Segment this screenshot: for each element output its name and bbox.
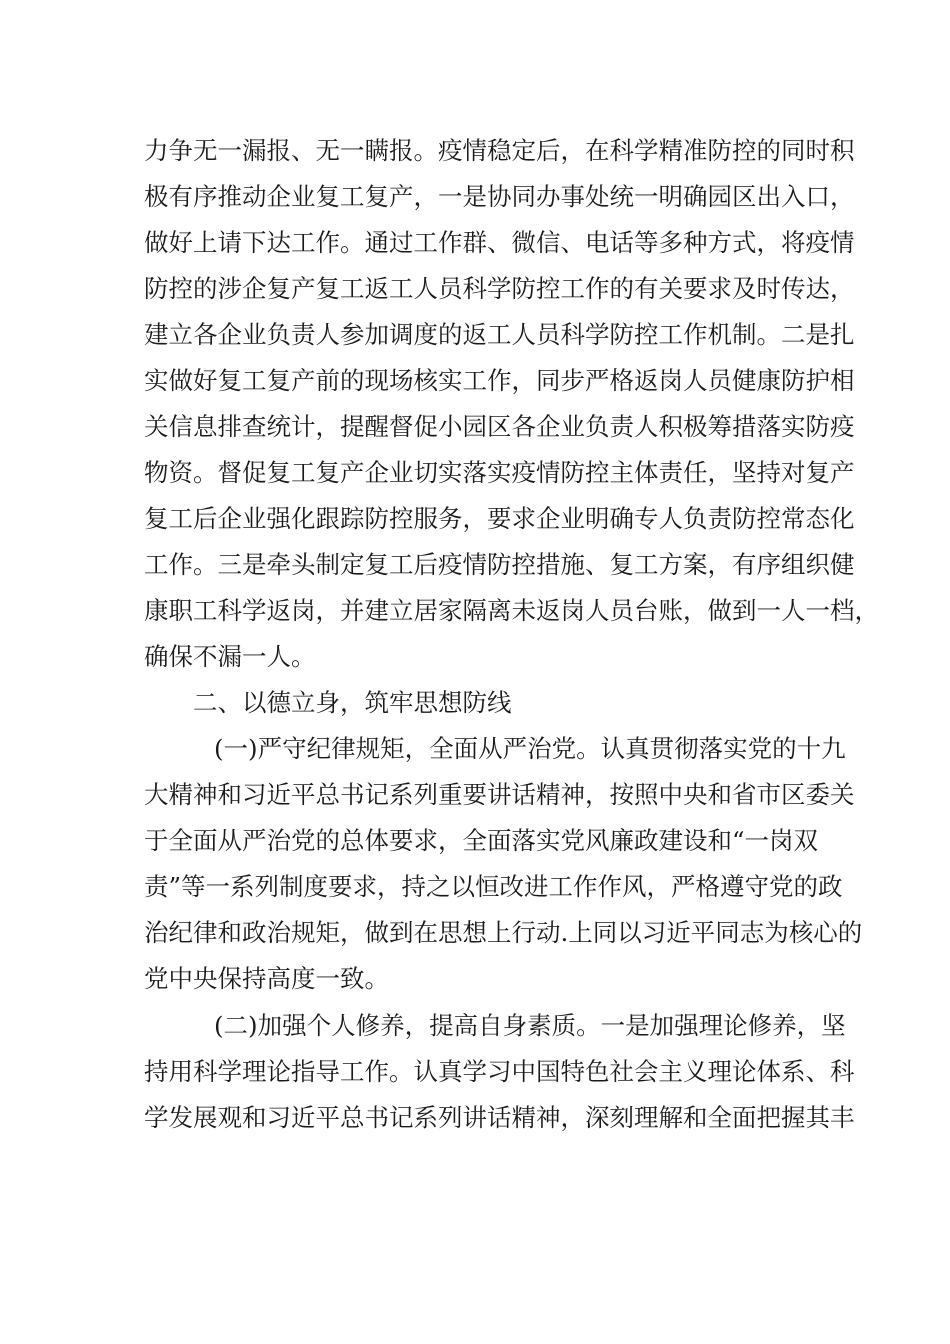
body-text-line: 实做好复工复产前的现场核实工作，同步严格返岗人员健康防护相 xyxy=(144,366,855,395)
body-text-line: 康职工科学返岗，并建立居家隔离未返岗人员台账，做到一人一档， xyxy=(144,596,879,625)
body-text-line: 党中央保持高度一致。 xyxy=(144,964,389,993)
body-text-line: (一)严守纪律规矩，全面从严治党。认真贯彻落实党的十九 xyxy=(214,734,846,763)
body-text-line: 工作。三是牵头制定复工后疫情防控措施、复工方案，有序组织健 xyxy=(144,550,855,579)
body-text-line: 力争无一漏报、无一瞒报。疫情稳定后，在科学精准防控的同时积 xyxy=(144,136,855,165)
body-text-line: 防控的涉企复产复工返工人员科学防控工作的有关要求及时传达， xyxy=(144,274,855,303)
body-text-line: 确保不漏一人。 xyxy=(144,642,316,671)
body-text-line: 大精神和习近平总书记系列重要讲话精神，按照中央和省市区委关 xyxy=(144,780,855,809)
body-text-line: 关信息排查统计，提醒督促小园区各企业负责人积极筹措落实防疫 xyxy=(144,412,855,441)
body-text-line: 学发展观和习近平总书记系列讲话精神，深刻理解和全面把握其丰 xyxy=(144,1103,855,1132)
body-text-line: 物资。督促复工复产企业切实落实疫情防控主体责任，坚持对复产 xyxy=(144,458,855,487)
body-text-line: 做好上请下达工作。通过工作群、微信、电话等多种方式，将疫情 xyxy=(144,228,855,257)
body-text-line: 治纪律和政治规矩，做到在思想上行动.上同以习近平同志为核心的 xyxy=(144,918,863,947)
body-text-line: 极有序推动企业复工复产，一是协同办事处统一明确园区出入口， xyxy=(144,182,855,211)
body-text-line: 于全面从严治党的总体要求，全面落实党风廉政建设和“一岗双 xyxy=(144,826,819,855)
body-text-line: (二)加强个人修养，提高自身素质。一是加强理论修养，坚 xyxy=(214,1011,846,1040)
section-heading: 二、以德立身，筑牢思想防线 xyxy=(193,688,512,717)
body-text-line: 建立各企业负责人参加调度的返工人员科学防控工作机制。二是扎 xyxy=(144,320,855,349)
body-text-line: 复工后企业强化跟踪防控服务，要求企业明确专人负责防控常态化 xyxy=(144,504,855,533)
body-text-line: 持用科学理论指导工作。认真学习中国特色社会主义理论体系、科 xyxy=(144,1057,855,1086)
body-text-line: 责”等一系列制度要求，持之以恒改进工作作风，严格遵守党的政 xyxy=(144,872,843,901)
